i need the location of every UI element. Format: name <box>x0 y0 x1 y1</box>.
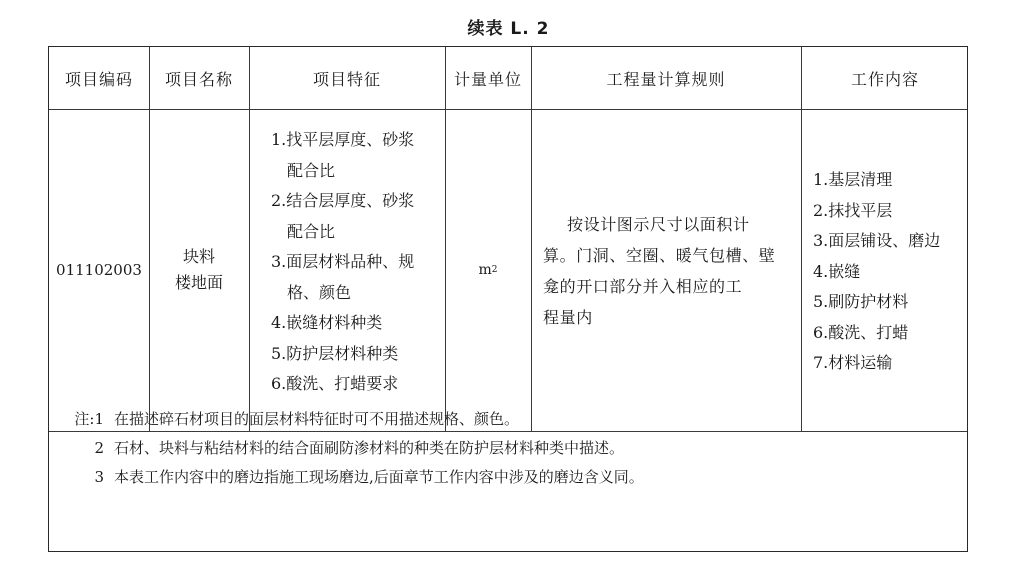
work-item: 4.嵌缝 <box>813 261 861 281</box>
item-name <box>149 109 249 431</box>
note-item <box>52 405 644 434</box>
work-item: 6.酸洗、打蜡 <box>813 322 909 342</box>
note-number: 2 <box>94 439 104 457</box>
feature-item: 1.找平层厚度、砂浆 <box>271 130 415 149</box>
work-list <box>813 165 967 379</box>
unit-base: m <box>478 261 492 278</box>
header-code: 项目编码 <box>64 69 133 89</box>
feature-item: 6.酸洗、打蜡要求 <box>271 374 399 393</box>
rule-line: 程量内 <box>543 308 593 327</box>
rule-line: 龛的开口部分并入相应的工 <box>543 277 743 296</box>
header-rule: 工程量计算规则 <box>606 69 726 89</box>
notes-section <box>52 405 644 492</box>
work-item: 3.面层铺设、磨边 <box>813 231 941 250</box>
item-name-line: 块料 <box>182 247 215 266</box>
note-number: 3 <box>94 468 104 486</box>
note-text: 石材、块料与粘结材料的结合面刷防渗材料的种类在防护层材料种类中描述。 <box>114 439 625 457</box>
feature-item-cont: 格、颜色 <box>287 282 352 302</box>
work-item: 5.刷防护材料 <box>813 292 909 311</box>
note-text: 在描述碎石材项目的面层材料特征时可不用描述规格、颜色。 <box>114 410 520 428</box>
feature-item: 3.面层材料品种、规 <box>271 252 415 271</box>
header-name: 项目名称 <box>164 69 233 89</box>
feature-item-cont: 配合比 <box>287 160 336 180</box>
feature-item-cont: 配合比 <box>287 221 336 241</box>
item-name-line: 楼地面 <box>174 273 223 292</box>
header-work: 工作内容 <box>850 69 919 89</box>
work-item: 1.基层清理 <box>813 170 893 189</box>
rule-line: 按设计图示尺寸以面积计 <box>567 215 750 234</box>
note-text: 本表工作内容中的磨边指施工现场磨边,后面章节工作内容中涉及的磨边含义同。 <box>114 468 644 486</box>
feature-item: 5.防护层材料种类 <box>271 343 399 363</box>
header-features: 项目特征 <box>312 69 381 89</box>
feature-item: 2.结合层厚度、砂浆 <box>271 191 415 210</box>
calculation-rule <box>543 209 795 333</box>
feature-item: 4.嵌缝材料种类 <box>271 313 383 332</box>
rule-line: 算。门洞、空圈、暖气包槽、壁 <box>543 246 776 265</box>
work-item: 7.材料运输 <box>813 353 893 372</box>
feature-list <box>271 125 443 400</box>
work-item: 2.抹找平层 <box>813 200 893 220</box>
item-code: 011102003 <box>56 260 142 279</box>
table-title: 续表 L. 2 <box>467 19 550 39</box>
header-unit: 计量单位 <box>453 69 522 89</box>
unit-exponent: 2 <box>491 264 498 275</box>
note-number: 注:1 <box>74 410 104 428</box>
note-item <box>52 463 644 492</box>
unit <box>445 109 531 431</box>
note-item <box>52 434 644 463</box>
